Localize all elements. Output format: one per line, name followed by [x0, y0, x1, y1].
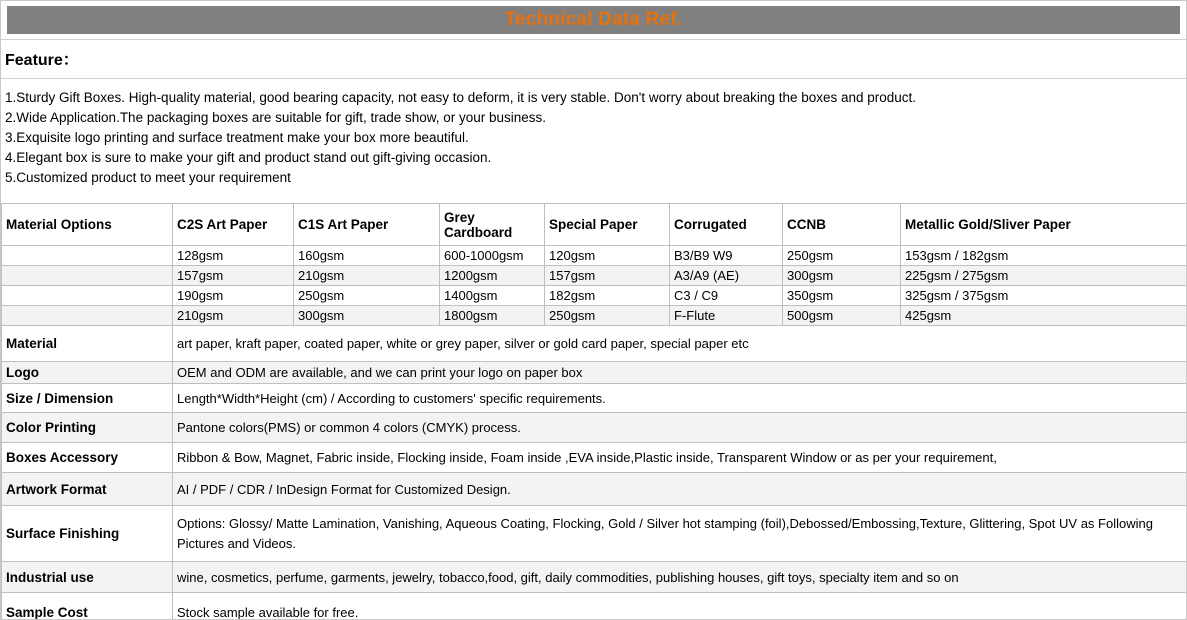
- table-cell: 1800gsm: [440, 306, 545, 326]
- table-cell: 250gsm: [294, 286, 440, 306]
- table-cell: 160gsm: [294, 246, 440, 266]
- spec-label: Color Printing: [2, 413, 173, 443]
- column-header: Special Paper: [545, 204, 670, 246]
- column-header: Corrugated: [670, 204, 783, 246]
- table-cell: 182gsm: [545, 286, 670, 306]
- materials-spec-table: [1, 203, 1187, 620]
- spec-value: Ribbon & Bow, Magnet, Fabric inside, Flocking inside, Foam inside ,EVA inside,Plastic inside, Transparent Window or as per your requirement,: [173, 443, 1187, 473]
- table-cell: 153gsm / 182gsm: [901, 246, 1187, 266]
- spec-value: Stock sample available for free.: [173, 593, 1187, 620]
- spec-value: AI / PDF / CDR / InDesign Format for Customized Design.: [173, 473, 1187, 506]
- table-cell: 300gsm: [294, 306, 440, 326]
- spec-value: Length*Width*Height (cm) / According to customers' specific requirements.: [173, 384, 1187, 413]
- table-cell: A3/A9 (AE): [670, 266, 783, 286]
- spec-row-artwork-format: [2, 473, 1187, 506]
- table-cell: [2, 246, 173, 266]
- column-header: C2S Art Paper: [173, 204, 294, 246]
- spec-row-color-printing: [2, 413, 1187, 443]
- table-header-row: [2, 204, 1187, 246]
- feature-item: 5.Customized product to meet your requirement: [5, 170, 291, 185]
- spec-label: Sample Cost: [2, 593, 173, 620]
- table-row: [2, 306, 1187, 326]
- spec-label: Logo: [2, 362, 173, 384]
- spec-label: Material: [2, 326, 173, 362]
- spec-row-size-dimension: [2, 384, 1187, 413]
- spec-label: Size / Dimension: [2, 384, 173, 413]
- spec-value: Options: Glossy/ Matte Lamination, Vanishing, Aqueous Coating, Flocking, Gold / Silver hot stamping (foil),Debossed/Embossing,Texture, Glittering, Spot UV as Following Pictures and Videos.: [173, 506, 1187, 562]
- spec-label: Artwork Format: [2, 473, 173, 506]
- spec-row-sample-cost: [2, 593, 1187, 620]
- table-cell: 250gsm: [545, 306, 670, 326]
- spec-row-logo: [2, 362, 1187, 384]
- table-cell: 300gsm: [783, 266, 901, 286]
- table-cell: 1400gsm: [440, 286, 545, 306]
- table-cell: 425gsm: [901, 306, 1187, 326]
- page-title: Technical Data Ref.: [504, 9, 683, 30]
- table-cell: 120gsm: [545, 246, 670, 266]
- table-cell: 350gsm: [783, 286, 901, 306]
- spec-row-boxes-accessory: [2, 443, 1187, 473]
- table-row: [2, 246, 1187, 266]
- title-bar: [7, 6, 1180, 34]
- column-header: CCNB: [783, 204, 901, 246]
- spec-label: Boxes Accessory: [2, 443, 173, 473]
- table-row: [2, 286, 1187, 306]
- feature-item: 1.Sturdy Gift Boxes. High-quality material, good bearing capacity, not easy to deform, it is very stable. Don't worry about breaking the boxes and product.: [5, 90, 917, 105]
- feature-heading: Feature：: [1, 39, 1186, 79]
- column-header: Material Options: [2, 204, 173, 246]
- spec-row-industrial-use: [2, 562, 1187, 593]
- table-cell: 128gsm: [173, 246, 294, 266]
- feature-item: 4.Elegant box is sure to make your gift and product stand out gift-giving occasion.: [5, 150, 492, 165]
- table-cell: C3 / C9: [670, 286, 783, 306]
- spec-value: wine, cosmetics, perfume, garments, jewelry, tobacco,food, gift, daily commodities, publishing houses, gift toys, specialty item and so on: [173, 562, 1187, 593]
- table-cell: B3/B9 W9: [670, 246, 783, 266]
- table-cell: 157gsm: [545, 266, 670, 286]
- table-cell: 190gsm: [173, 286, 294, 306]
- table-cell: 600-1000gsm: [440, 246, 545, 266]
- table-cell: 1200gsm: [440, 266, 545, 286]
- spec-row-material: [2, 326, 1187, 362]
- table-cell: 225gsm / 275gsm: [901, 266, 1187, 286]
- table-cell: 500gsm: [783, 306, 901, 326]
- table-cell: 210gsm: [173, 306, 294, 326]
- column-header: Grey Cardboard: [440, 204, 545, 246]
- table-row: [2, 266, 1187, 286]
- column-header: Metallic Gold/Sliver Paper: [901, 204, 1187, 246]
- table-cell: [2, 306, 173, 326]
- feature-list: [1, 79, 1186, 196]
- table-cell: 157gsm: [173, 266, 294, 286]
- spec-value: art paper, kraft paper, coated paper, white or grey paper, silver or gold card paper, special paper etc: [173, 326, 1187, 362]
- column-header: C1S Art Paper: [294, 204, 440, 246]
- feature-item: 3.Exquisite logo printing and surface treatment make your box more beautiful.: [5, 130, 469, 145]
- spec-row-surface-finishing: [2, 506, 1187, 562]
- table-cell: 210gsm: [294, 266, 440, 286]
- feature-item: 2.Wide Application.The packaging boxes are suitable for gift, trade show, or your business.: [5, 110, 547, 125]
- table-cell: 325gsm / 375gsm: [901, 286, 1187, 306]
- table-cell: [2, 266, 173, 286]
- spec-value: Pantone colors(PMS) or common 4 colors (CMYK) process.: [173, 413, 1187, 443]
- spec-label: Industrial use: [2, 562, 173, 593]
- table-cell: [2, 286, 173, 306]
- spec-label: Surface Finishing: [2, 506, 173, 562]
- table-cell: 250gsm: [783, 246, 901, 266]
- table-cell: F-Flute: [670, 306, 783, 326]
- spec-value: OEM and ODM are available, and we can print your logo on paper box: [173, 362, 1187, 384]
